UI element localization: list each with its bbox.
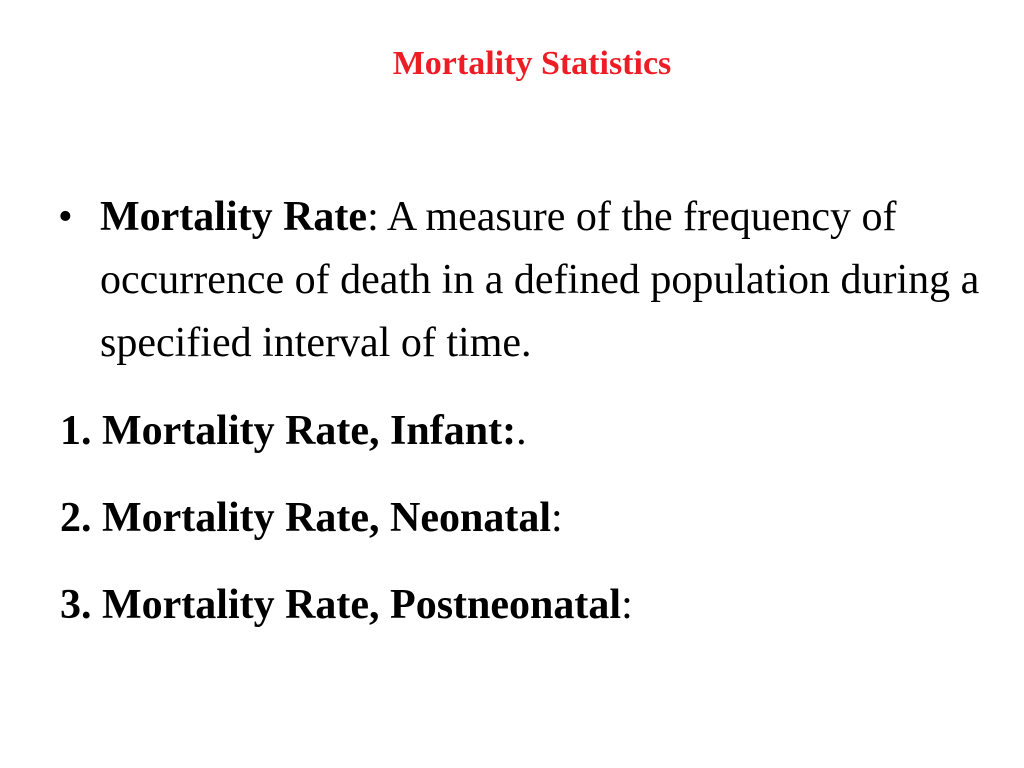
slide-title: Mortality Statistics <box>392 45 672 82</box>
definition-bullet <box>58 186 998 375</box>
list-item-number: 3. <box>60 582 92 628</box>
list-item-label: Mortality Rate, Neonatal <box>102 495 552 541</box>
list-item-text <box>102 400 527 463</box>
bullet-marker: • <box>58 194 73 240</box>
list-item-text <box>102 487 563 550</box>
list-item-suffix: . <box>516 408 527 454</box>
list-item-label: Mortality Rate, Infant: <box>102 408 517 454</box>
bullet-text <box>100 186 998 375</box>
bullet-term: Mortality Rate <box>100 194 368 240</box>
list-item-number: 2. <box>60 495 92 541</box>
bullet-separator: : <box>367 194 379 240</box>
list-item <box>60 574 1000 637</box>
list-item-suffix: : <box>551 495 563 541</box>
list-item <box>60 400 1000 463</box>
bullet-definition: A measure of the frequency of occurrence of death in a defined population during a specified interval of time. <box>100 194 980 366</box>
list-item-label: Mortality Rate, Postneonatal <box>102 582 622 628</box>
list-item-number: 1. <box>60 408 92 454</box>
numbered-list <box>60 400 1000 661</box>
list-item-text <box>102 574 633 637</box>
list-item-suffix: : <box>621 582 633 628</box>
list-item <box>60 487 1000 550</box>
